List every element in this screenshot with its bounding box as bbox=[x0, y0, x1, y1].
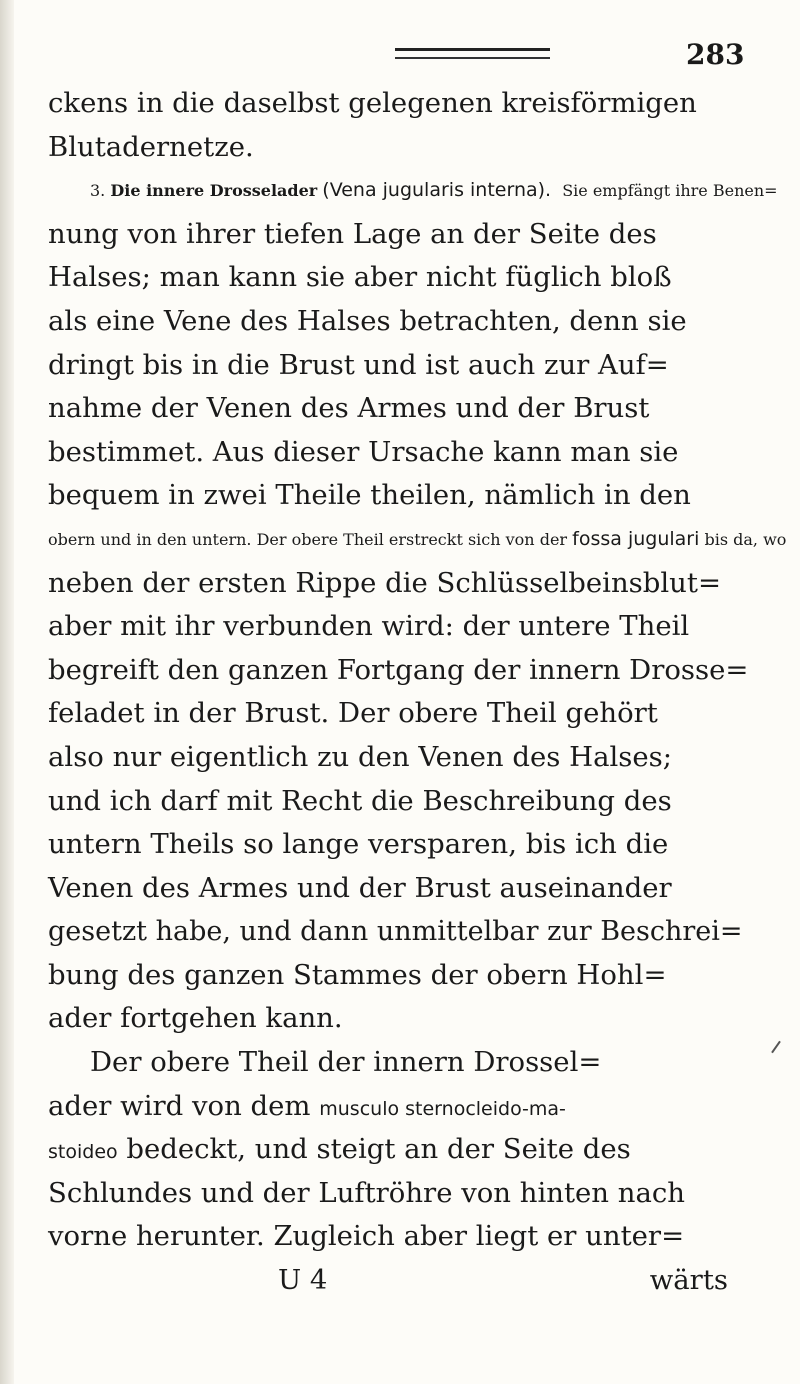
text-line: dringt bis in die Brust und ist auch zur Auf= bbox=[48, 348, 669, 381]
catchword-line bbox=[48, 1259, 748, 1303]
text-line: Der obere Theil der innern Drossel= bbox=[90, 1046, 602, 1079]
text-line: Venen des Armes und der Brust auseinander bbox=[48, 871, 672, 904]
page-gutter bbox=[0, 0, 14, 1384]
text-line: untern Theils so lange versparen, bis ich die bbox=[48, 828, 669, 861]
text-line: begreift den ganzen Fortgang der innern Drosse= bbox=[48, 653, 749, 686]
text-line: vorne herunter. Zugleich aber liegt er unter= bbox=[48, 1220, 685, 1253]
text-line: gesetzt habe, und dann unmittelbar zur Beschrei= bbox=[48, 916, 743, 948]
text-line: und ich darf mit Recht die Beschreibung des bbox=[48, 784, 672, 817]
text-line: ader wird von dem musculo sternocleido-ma- bbox=[48, 1089, 566, 1122]
text-line: ckens in die daselbst gelegenen kreisförmigen bbox=[48, 87, 697, 119]
text-line: nahme der Venen des Armes und der Brust bbox=[48, 392, 650, 425]
text-line: stoideo bedeckt, und steigt an der Seite des bbox=[48, 1133, 631, 1166]
text-line: nung von ihrer tiefen Lage an der Seite des bbox=[48, 217, 657, 250]
text-line: also nur eigentlich zu den Venen des Halses; bbox=[48, 740, 673, 773]
text-line: bung des ganzen Stammes der obern Hohl= bbox=[48, 958, 667, 991]
body-text bbox=[48, 82, 787, 1303]
page-number: 283 bbox=[686, 38, 745, 71]
text-line: aber mit ihr verbunden wird: der untere Theil bbox=[48, 610, 690, 643]
text-line: neben der ersten Rippe die Schlüsselbeinsblut= bbox=[48, 566, 721, 599]
section-heading-line: 3. Die innere Drosselader (Vena jugularis interna). Sie empfängt ihre Benen= bbox=[90, 179, 778, 202]
text-line: obern und in den untern. Der obere Theil erstreckt sich von der fossa jugulari bis da, wo bbox=[48, 527, 787, 550]
text-line: ader fortgehen kann. bbox=[48, 1002, 343, 1035]
text-line: bestimmet. Aus dieser Ursache kann man sie bbox=[48, 435, 679, 468]
heading-tail: Sie empfängt ihre Benen= bbox=[562, 181, 778, 201]
text-line: Blutadernetze. bbox=[48, 130, 254, 163]
margin-mark bbox=[771, 1041, 781, 1054]
text-line: feladet in der Brust. Der obere Theil gehört bbox=[48, 697, 658, 730]
text-line: Schlundes und der Luftröhre von hinten nach bbox=[48, 1176, 685, 1209]
header-rule bbox=[395, 48, 550, 59]
text-line: bequem in zwei Theile theilen, nämlich in den bbox=[48, 479, 691, 512]
signature-mark: U 4 bbox=[278, 1264, 328, 1297]
catchword: wärts bbox=[649, 1264, 728, 1297]
text-line: Halses; man kann sie aber nicht füglich bloß bbox=[48, 261, 672, 294]
section-heading: Die innere Drosselader bbox=[110, 181, 318, 201]
text-line: als eine Vene des Halses betrachten, denn sie bbox=[48, 304, 687, 337]
